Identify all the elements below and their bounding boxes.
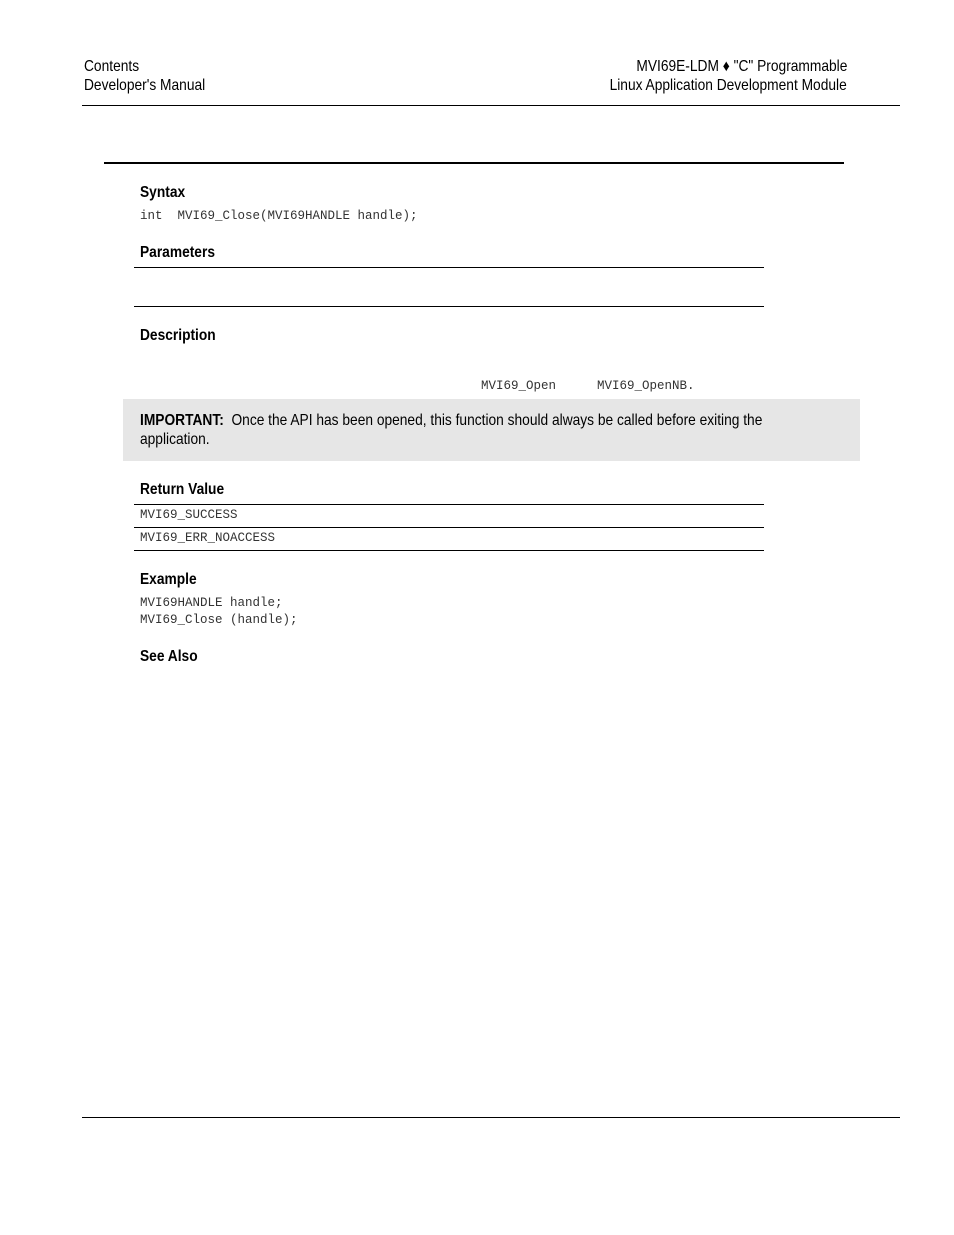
important-label: IMPORTANT:: [140, 412, 224, 429]
return-value-heading: Return Value: [140, 481, 225, 498]
example-code-line: MVI69HANDLE handle;: [140, 596, 283, 610]
header-product-name: MVI69E-LDM ♦ "C" Programmable: [635, 58, 847, 75]
footer-divider: [82, 1117, 900, 1118]
see-also-heading: See Also: [140, 648, 198, 665]
header-right: [571, 57, 847, 95]
parameters-heading: Parameters: [140, 244, 215, 261]
syntax-heading: Syntax: [140, 184, 186, 201]
header-divider: [82, 105, 900, 106]
important-body: Once the API has been opened, this function should always be called before exiting the application.: [140, 412, 763, 448]
important-note: [123, 399, 860, 461]
important-note-text: [140, 411, 794, 449]
description-ref-open: MVI69_Open: [481, 379, 557, 393]
return-value-row: MVI69_SUCCESS: [140, 508, 238, 522]
return-table-row-rule: [134, 527, 764, 528]
section-title-rule: [104, 162, 844, 164]
header-section-title: Contents: [84, 58, 140, 75]
example-code-line: MVI69_Close (handle);: [140, 613, 298, 627]
example-heading: Example: [140, 571, 197, 588]
return-value-row: MVI69_ERR_NOACCESS: [140, 531, 276, 545]
header-manual-title: Developer's Manual: [84, 77, 206, 94]
header-product-subtitle: Linux Application Development Module: [609, 77, 847, 94]
syntax-code: int MVI69_Close(MVI69HANDLE handle);: [140, 209, 418, 223]
parameters-table-bottom-rule: [134, 306, 764, 307]
return-table-top-rule: [134, 504, 764, 505]
header-left: [84, 57, 225, 95]
return-table-bottom-rule: [134, 550, 764, 551]
description-ref-opennb: MVI69_OpenNB.: [597, 379, 695, 393]
description-heading: Description: [140, 327, 216, 344]
parameters-table-top-rule: [134, 267, 764, 268]
